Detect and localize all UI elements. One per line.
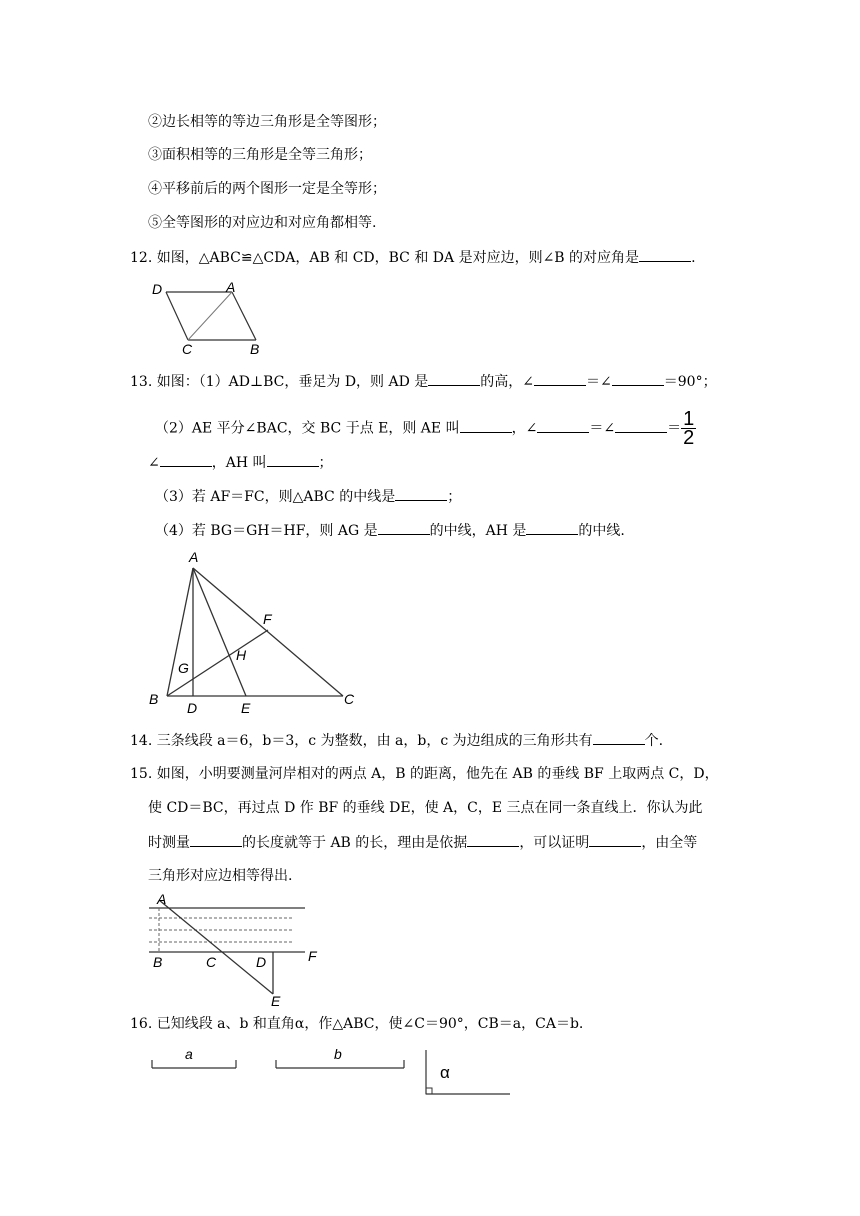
text: ，由全等 <box>641 835 698 851</box>
segment-b-label: b <box>334 1046 342 1062</box>
answer-blank[interactable] <box>639 247 691 262</box>
q15-figure <box>145 890 325 1008</box>
text: ，∠ <box>511 420 538 437</box>
question-16 <box>130 1014 583 1034</box>
question-13-part2-cont <box>148 452 333 473</box>
text: ∠ <box>148 455 160 471</box>
label-d: D <box>187 700 198 716</box>
label-b: B <box>149 691 159 707</box>
segment-a-label: a <box>185 1046 193 1062</box>
text: 三条线段 a＝6，b＝3，c 为整数，由 a，b，c 为边组成的三角形共有 <box>156 733 593 749</box>
answer-blank[interactable] <box>190 832 242 847</box>
answer-blank[interactable] <box>160 452 212 467</box>
label-f: F <box>308 948 317 964</box>
fraction <box>681 410 696 447</box>
question-15-line4: 三角形对应边相等得出. <box>148 868 293 884</box>
text: 如图，小明要测量河岸相对的两点 A，B 的距离，他先在 AB 的垂线 BF 上取两点 C，D， <box>156 766 719 782</box>
question-number: 15. <box>130 766 153 782</box>
text: （2）AE 平分∠BAC，交 BC 于点 E，则 AE 叫 <box>155 420 460 437</box>
question-number: 12. <box>130 250 153 266</box>
list-item-3: ③面积相等的三角形是全等三角形； <box>148 147 372 163</box>
answer-blank[interactable] <box>534 371 586 386</box>
q12-figure <box>148 278 268 358</box>
question-end: . <box>691 250 696 266</box>
answer-blank[interactable] <box>460 418 512 433</box>
text: 的高，∠ <box>480 374 535 390</box>
label-b: B <box>153 954 163 970</box>
label-e: E <box>271 993 281 1008</box>
question-13-part3 <box>155 486 461 507</box>
list-item-2: ②边长相等的等边三角形是全等图形； <box>148 114 386 130</box>
text: 的长度就等于 AB 的长，理由是依据 <box>242 835 468 851</box>
text: 的中线. <box>578 523 625 539</box>
answer-blank[interactable] <box>378 520 430 535</box>
label-c: C <box>182 341 193 357</box>
text: ； <box>318 455 333 471</box>
text: ； <box>447 489 462 505</box>
question-13-part2 <box>155 410 696 447</box>
label-f: F <box>263 611 272 627</box>
text: 如图：（1）AD⊥BC，垂足为 D，则 AD 是 <box>156 374 429 390</box>
list-item-5: ⑤全等图形的对应边和对应角都相等. <box>148 215 377 231</box>
label-c: C <box>206 954 217 970</box>
text: 已知线段 a、b 和直角α，作△ABC，使∠C＝90°，CB＝a，CA＝b. <box>156 1016 584 1032</box>
text: ＝∠ <box>589 420 616 437</box>
question-14 <box>130 730 663 751</box>
answer-blank[interactable] <box>428 371 480 386</box>
label-d: D <box>256 954 267 970</box>
text: ＝ <box>667 420 682 437</box>
answer-blank[interactable] <box>589 832 641 847</box>
answer-blank[interactable] <box>593 730 645 745</box>
question-12 <box>130 247 696 268</box>
q16-figure <box>148 1046 518 1102</box>
label-h: H <box>236 647 247 663</box>
label-c: C <box>344 691 355 707</box>
question-text: 如图，△ABC≌△CDA，AB 和 CD，BC 和 DA 是对应边，则∠B 的对应角是 <box>156 250 640 266</box>
answer-blank[interactable] <box>612 371 664 386</box>
label-e: E <box>241 700 251 716</box>
answer-blank[interactable] <box>467 832 519 847</box>
label-a: A <box>157 891 167 907</box>
answer-blank[interactable] <box>537 418 589 433</box>
question-number: 14. <box>130 733 153 749</box>
list-item-4: ④平移前后的两个图形一定是全等形； <box>148 181 386 197</box>
angle-alpha-label: α <box>440 1063 450 1082</box>
text: （3）若 AF＝FC，则△ABC 的中线是 <box>155 489 396 505</box>
fraction-denominator: 2 <box>683 427 695 449</box>
label-a: A <box>189 549 199 565</box>
text: ＝∠ <box>586 374 612 390</box>
text: ，AH 叫 <box>211 455 267 471</box>
question-13-part1 <box>130 371 717 392</box>
answer-blank[interactable] <box>395 486 447 501</box>
answer-blank[interactable] <box>615 418 667 433</box>
question-13-part4 <box>155 520 625 541</box>
fraction-numerator: 1 <box>683 408 695 430</box>
label-g: G <box>178 660 189 676</box>
question-15-line3 <box>148 832 697 853</box>
label-b: B <box>250 341 260 357</box>
question-15-line1 <box>130 764 719 784</box>
text: ＝90°； <box>663 374 717 390</box>
question-15-line2: 使 CD＝BC，再过点 D 作 BF 的垂线 DE，使 A，C，E 三点在同一条直线上．你认为此 <box>148 800 703 816</box>
label-d: D <box>152 281 163 297</box>
question-number: 16. <box>130 1016 153 1032</box>
q13-figure <box>145 548 370 718</box>
text: 个. <box>644 733 664 749</box>
text: ，可以证明 <box>519 835 590 851</box>
text: 的中线，AH 是 <box>429 523 527 539</box>
text: 时测量 <box>148 835 190 851</box>
answer-blank[interactable] <box>267 452 319 467</box>
answer-blank[interactable] <box>526 520 578 535</box>
label-a: A <box>226 279 236 295</box>
question-number: 13. <box>130 374 153 390</box>
text: （4）若 BG＝GH＝HF，则 AG 是 <box>155 523 378 539</box>
